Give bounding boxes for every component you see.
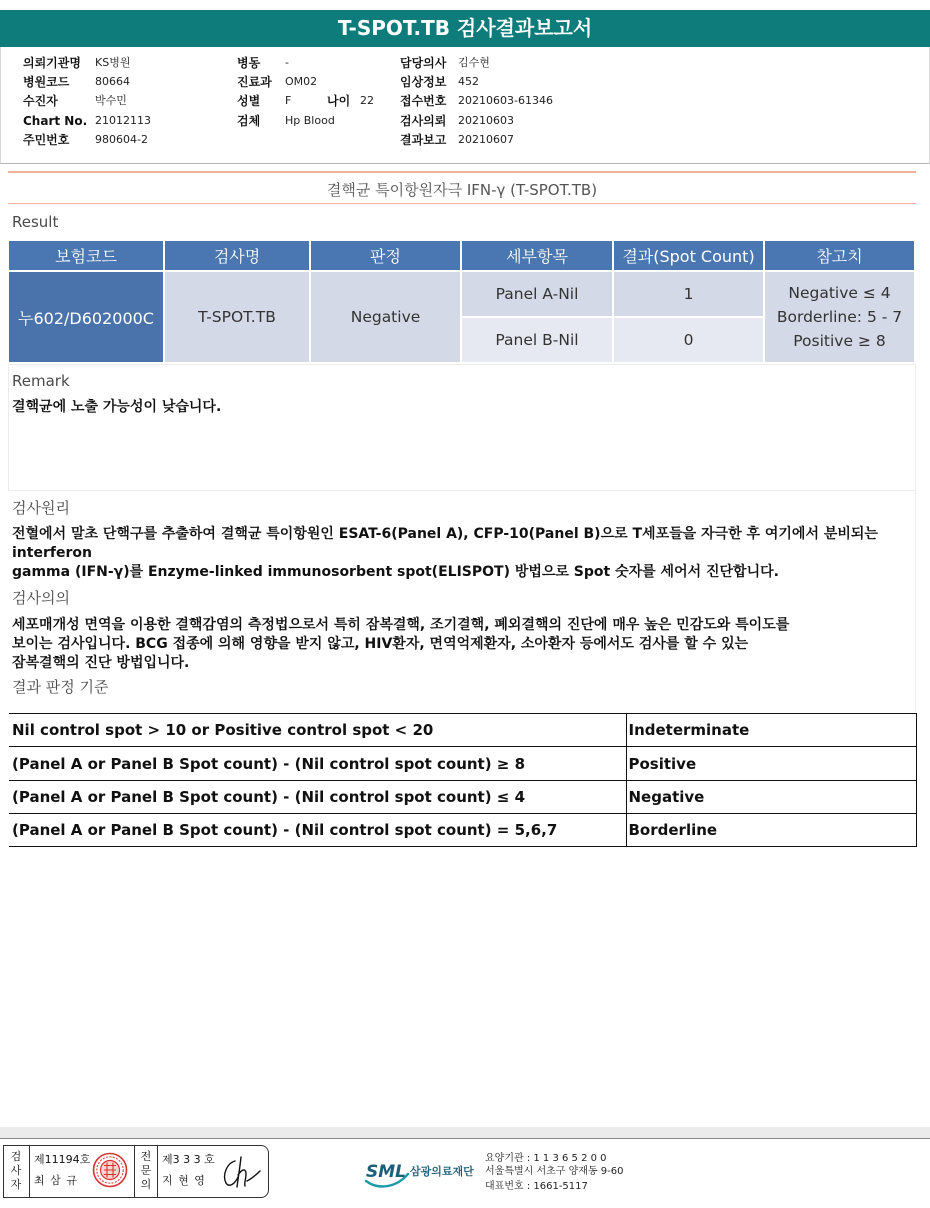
header-reference: 참고치 [765,241,914,270]
sex-label: 성별 [237,94,261,108]
organization-name: 삼광의료재단 [410,1165,474,1178]
request-date-label: 검사의뢰 [400,114,447,128]
request-date-value: 20210603 [458,114,514,127]
result-table-header-row [9,241,914,270]
title-bottom-divider [8,203,916,204]
criteria-row [9,781,916,814]
detail-item-cell: Panel A-Nil [462,272,612,316]
reference-range-cell [765,272,914,362]
institution-code: 요양기관 : 1 1 3 6 5 2 0 0 [485,1153,607,1164]
hospital-code-value: 80664 [95,75,130,88]
criteria-condition: (Panel A or Panel B Spot count) - (Nil control spot count) ≤ 4 [9,781,626,814]
spot-count-cell: 0 [614,318,763,362]
reference-line: Positive ≥ 8 [793,332,886,350]
specialist-title: 전문의 [140,1150,152,1191]
age-value: 22 [360,94,374,107]
footer-divider [0,1138,930,1139]
organization-phone: 대표번호 : 1661-5117 [485,1181,588,1192]
criteria-condition: (Panel A or Panel B Spot count) - (Nil control spot count) ≥ 8 [9,747,626,781]
result-table [7,239,916,364]
principle-line: gamma (IFN-γ)를 Enzyme-linked immunosorbent spot(ELISPOT) 방법으로 Spot 숫자를 세어서 진단합니다. [12,564,779,580]
clinical-info-value: 452 [458,75,479,88]
signature-box [3,1145,269,1198]
chart-no-value: 21012113 [95,114,151,127]
significance-line: 잠복결핵의 진단 방법입니다. [12,655,190,671]
signature-box-divider [134,1146,135,1197]
principle-line: interferon [12,545,92,561]
remark-box [8,364,916,491]
department-value: OM02 [285,75,318,88]
attending-doctor-value: 김수현 [458,56,490,69]
header-spot-count: 결과(Spot Count) [614,241,763,270]
test-name-cell: T-SPOT.TB [165,272,309,362]
organization-address: 서울특별시 서초구 양재동 9-60 [485,1166,624,1177]
report-title: T-SPOT.TB 검사결과보고서 [0,10,930,47]
criteria-condition: Nil control spot > 10 or Positive control spot < 20 [9,714,626,747]
criteria-result: Negative [626,781,916,814]
examiner-name: 최 삼 규 [34,1174,78,1187]
significance-line: 세포매개성 면역을 이용한 결핵감염의 측정법으로서 특히 잠복결핵, 조기결핵, 폐외결핵의 진단에 매우 높은 민감도와 특이도를 [12,617,790,633]
principle-text [12,525,917,582]
examiner-license: 제11194호 [34,1153,91,1166]
header-test-name: 검사명 [165,241,309,270]
specialist-license: 제3 3 3 호 [162,1153,215,1166]
reference-line: Negative ≤ 4 [788,284,891,302]
criteria-row [9,747,916,781]
signature-box-divider [157,1146,158,1197]
ward-label: 병동 [237,56,261,70]
footer-band [0,1127,930,1138]
resident-number-label: 주민번호 [23,133,70,147]
official-seal-icon [92,1152,128,1192]
patient-name-label: 수진자 [23,94,58,108]
signature-icon [220,1153,264,1195]
hospital-code-label: 병원코드 [23,75,70,89]
patient-name-value: 박수민 [95,94,127,107]
requesting-institution-label: 의뢰기관명 [23,56,81,70]
criteria-table [9,713,917,847]
judgement-cell: Negative [311,272,460,362]
patient-info-panel [0,47,930,164]
report-date-label: 결과보고 [400,133,447,147]
criteria-condition: (Panel A or Panel B Spot count) - (Nil control spot count) = 5,6,7 [9,814,626,847]
criteria-label: 결과 판정 기준 [12,678,109,696]
age-label: 나이 [327,94,351,108]
examiner-title: 검사자 [10,1150,22,1191]
specimen-value: Hp Blood [285,114,335,127]
remark-label: Remark [12,372,70,390]
logo-lettering: SML [366,1162,406,1182]
signature-box-divider [29,1146,30,1197]
resident-number-value: 980604-2 [95,133,148,146]
criteria-result: Positive [626,747,916,781]
ward-value: - [285,56,289,69]
header-detail-item: 세부항목 [462,241,612,270]
criteria-result: Borderline [626,814,916,847]
chart-no-label: Chart No. [23,114,88,128]
spot-count-cell: 1 [614,272,763,316]
requesting-institution-value: KS병원 [95,56,131,69]
insurance-code-cell: 누602/D602000C [9,272,163,362]
criteria-row [9,814,916,847]
test-title: 결핵균 특이항원자극 IFN-γ (T-SPOT.TB) [326,181,598,199]
significance-label: 검사의의 [12,589,70,607]
result-section-label: Result [12,213,59,231]
significance-line: 보이는 검사입니다. BCG 접종에 의해 영향을 받지 않고, HIV환자, 면역억제환자, 소아환자 등에서도 검사를 할 수 있는 [12,636,749,652]
significance-text [12,616,917,673]
receipt-number-value: 20210603-61346 [458,94,553,107]
detail-item-cell: Panel B-Nil [462,318,612,362]
criteria-row [9,714,916,747]
specimen-label: 검체 [237,114,261,128]
report-date-value: 20210607 [458,133,514,146]
sml-logo-icon [364,1150,410,1196]
title-top-divider [8,171,916,173]
criteria-result: Indeterminate [626,714,916,747]
reference-line: Borderline: 5 - 7 [776,308,903,326]
receipt-number-label: 접수번호 [400,94,447,108]
table-row [9,272,914,316]
clinical-info-label: 임상정보 [400,75,447,89]
department-label: 진료과 [237,75,272,89]
specialist-name: 지 현 영 [162,1174,206,1187]
principle-line: 전혈에서 말초 단핵구를 추출하여 결핵균 특이항원인 ESAT-6(Panel A), CFP-10(Panel B)으로 T세포들을 자극한 후 여기에서 분비되는 [12,526,878,542]
header-insurance-code: 보험코드 [9,241,163,270]
remark-text: 결핵균에 노출 가능성이 낮습니다. [12,399,222,415]
principle-label: 검사원리 [12,499,70,517]
attending-doctor-label: 담당의사 [400,56,447,70]
header-judgement: 판정 [311,241,460,270]
sex-value: F [285,94,292,107]
